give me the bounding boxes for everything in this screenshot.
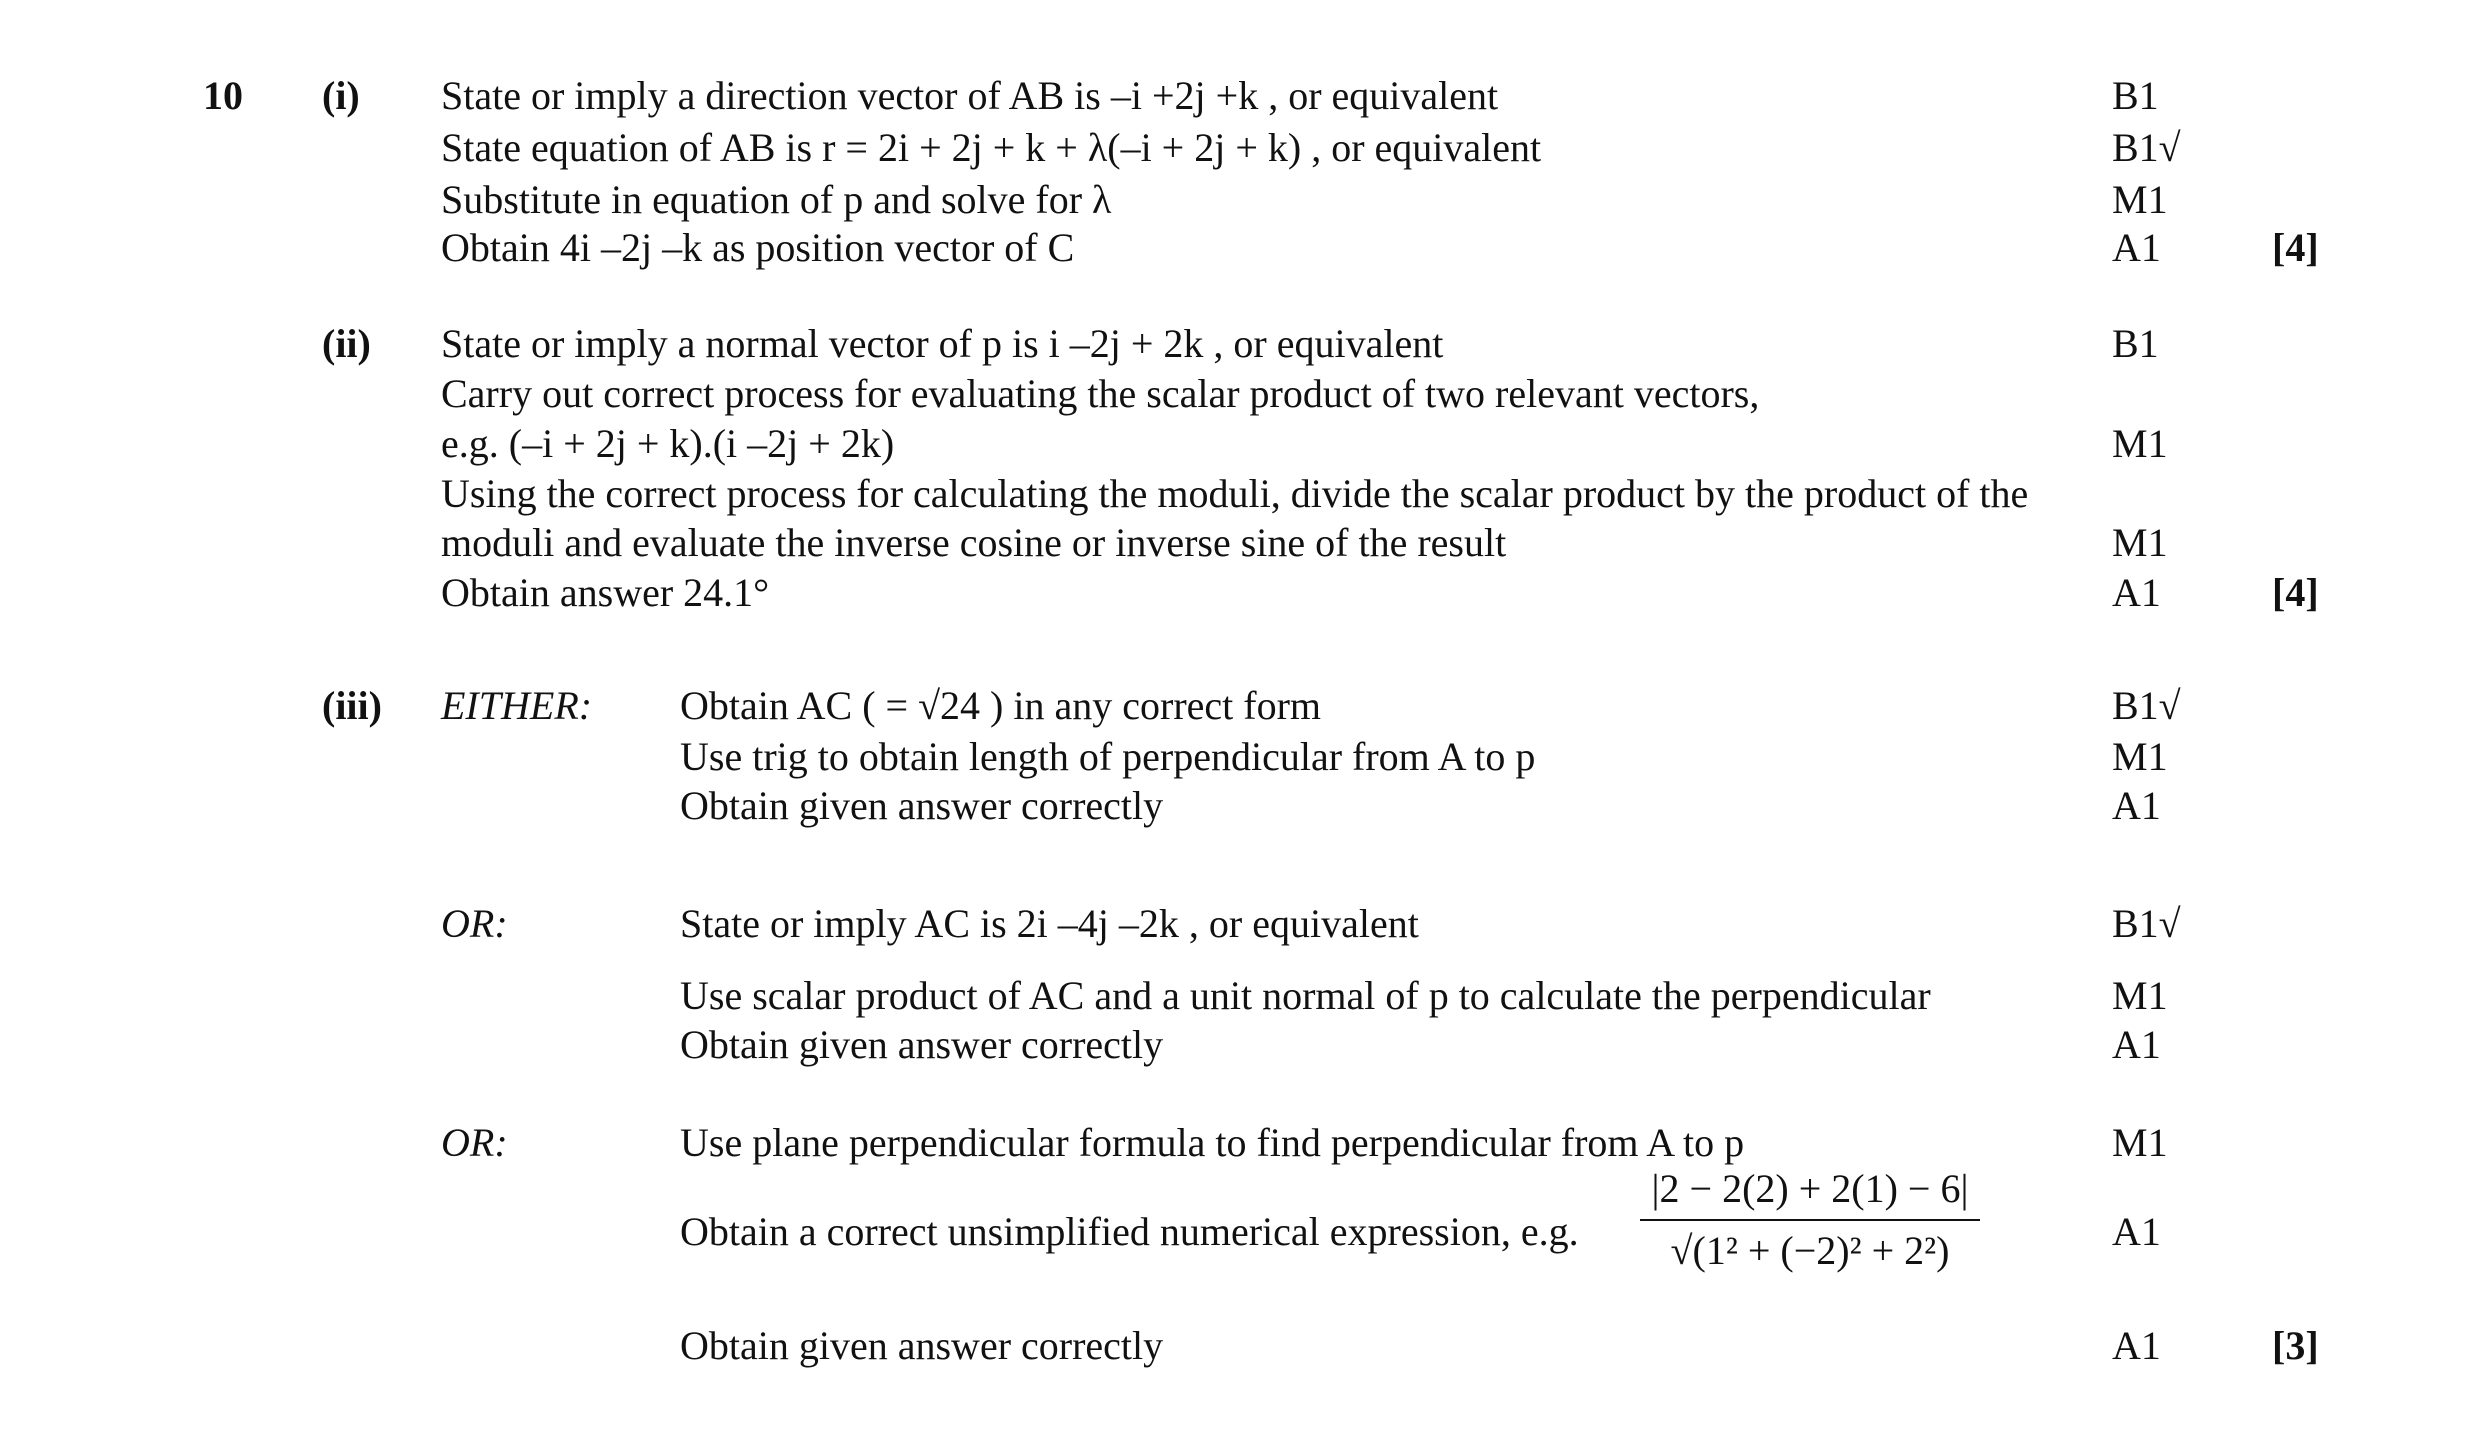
mark-code: M1 bbox=[2112, 1120, 2168, 1165]
mark-code: A1 bbox=[2112, 1323, 2161, 1368]
mark-code: M1 bbox=[2112, 734, 2168, 779]
part-total-marks: [4] bbox=[2272, 225, 2319, 270]
part-i-row-1: State or imply a direction vector of AB is –i +2j +k , or equivalent bbox=[441, 73, 1499, 118]
part-i-row-2: State equation of AB is r = 2i + 2j + k + λ(–i + 2j + k) , or equivalent bbox=[441, 125, 1542, 170]
mark-code: B1√ bbox=[2112, 125, 2181, 170]
part-ii-row-3: e.g. (–i + 2j + k).(i –2j + 2k) bbox=[441, 421, 895, 466]
either-row-1: Obtain AC ( = √24 ) in any correct form bbox=[680, 683, 1322, 728]
part-i-row-3: Substitute in equation of p and solve for λ bbox=[441, 177, 1112, 222]
part-ii-row-2: Carry out correct process for evaluating the scalar product of two relevant vectors, bbox=[441, 371, 1760, 416]
or1-row-3: Obtain given answer correctly bbox=[680, 1022, 1164, 1067]
or2-row-1: Use plane perpendicular formula to find perpendicular from A to p bbox=[680, 1120, 1745, 1165]
either-row-3: Obtain given answer correctly bbox=[680, 783, 1164, 828]
mark-code: A1 bbox=[2112, 783, 2161, 828]
part-ii-row-1: State or imply a normal vector of p is i –2j + 2k , or equivalent bbox=[441, 321, 1444, 366]
mark-code: A1 bbox=[2112, 1022, 2161, 1067]
method-tag-either: EITHER: bbox=[441, 683, 593, 728]
part-total-marks: [3] bbox=[2272, 1323, 2319, 1368]
part-ii-row-5: moduli and evaluate the inverse cosine or inverse sine of the result bbox=[441, 520, 1507, 565]
question-number: 10 bbox=[203, 73, 243, 118]
or1-row-1: State or imply AC is 2i –4j –2k , or equivalent bbox=[680, 901, 1419, 946]
part-label-iii: (iii) bbox=[322, 683, 382, 728]
method-tag-or-1: OR: bbox=[441, 901, 508, 946]
mark-code: M1 bbox=[2112, 973, 2168, 1018]
mark-code: A1 bbox=[2112, 570, 2161, 615]
mark-code: M1 bbox=[2112, 520, 2168, 565]
or1-row-2: Use scalar product of AC and a unit normal of p to calculate the perpendicular bbox=[680, 973, 1931, 1018]
mark-code: B1√ bbox=[2112, 901, 2181, 946]
either-row-2: Use trig to obtain length of perpendicular from A to p bbox=[680, 734, 1536, 779]
mark-code: A1 bbox=[2112, 225, 2161, 270]
part-label-ii: (ii) bbox=[322, 321, 371, 366]
part-total-marks: [4] bbox=[2272, 570, 2319, 615]
fraction-expression bbox=[1640, 1165, 1980, 1275]
part-label-i: (i) bbox=[322, 73, 360, 118]
or2-row-2: Obtain a correct unsimplified numerical expression, e.g. bbox=[680, 1209, 1579, 1254]
mark-code: M1 bbox=[2112, 177, 2168, 222]
mark-code: M1 bbox=[2112, 421, 2168, 466]
mark-code: B1 bbox=[2112, 73, 2159, 118]
fraction-denominator: √(1² + (−2)² + 2²) bbox=[1670, 1228, 1950, 1273]
fraction-numerator: |2 − 2(2) + 2(1) − 6| bbox=[1651, 1166, 1969, 1211]
mark-code: A1 bbox=[2112, 1209, 2161, 1254]
method-tag-or-2: OR: bbox=[441, 1120, 508, 1165]
part-ii-row-6: Obtain answer 24.1° bbox=[441, 570, 770, 615]
fraction-bar bbox=[1640, 1219, 1980, 1221]
part-ii-row-4: Using the correct process for calculating the moduli, divide the scalar product by the product of the bbox=[441, 471, 2029, 516]
mark-code: B1 bbox=[2112, 321, 2159, 366]
mark-code: B1√ bbox=[2112, 683, 2181, 728]
part-i-row-4: Obtain 4i –2j –k as position vector of C bbox=[441, 225, 1075, 270]
or2-row-3: Obtain given answer correctly bbox=[680, 1323, 1164, 1368]
